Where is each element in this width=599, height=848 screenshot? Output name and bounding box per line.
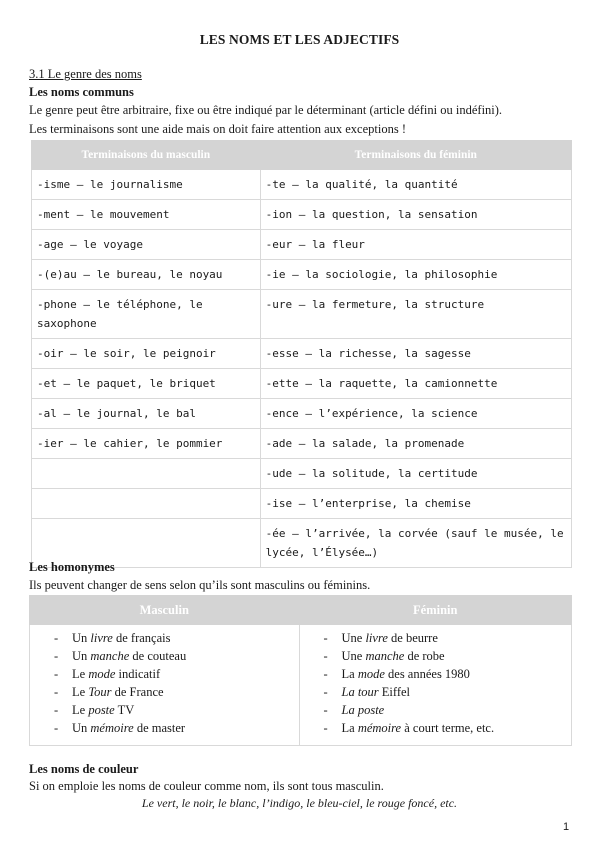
homonym-pre: Le — [72, 667, 89, 681]
homonym-word: mémoire — [90, 721, 134, 735]
masculin-list — [30, 629, 299, 737]
dash-bullet: - — [323, 649, 328, 663]
dash-bullet: - — [323, 667, 328, 681]
endings-row — [32, 200, 572, 230]
homonym-item — [300, 701, 572, 719]
common-nouns-line-1: Le genre peut être arbitraire, fixe ou être indiqué par le déterminant (article défini ou indéfini). — [29, 103, 503, 117]
homonyms-heading: Les homonymes — [29, 560, 115, 574]
endings-row — [32, 290, 572, 339]
ending-masculin-cell: -et – le paquet, le briquet — [32, 369, 261, 399]
homonym-word: mode — [357, 667, 385, 681]
homonym-word: La poste — [341, 703, 385, 717]
dash-bullet: - — [323, 721, 328, 735]
ending-feminin-cell: -ette – la raquette, la camionnette — [260, 369, 571, 399]
homonym-item — [300, 683, 572, 701]
homonym-word: mode — [88, 667, 116, 681]
homonym-word: poste — [88, 703, 115, 717]
common-nouns-line-2: Les terminaisons sont une aide mais on doit faire attention aux exceptions ! — [29, 122, 406, 136]
dash-bullet: - — [54, 703, 59, 717]
colors-text: Si on emploie les noms de couleur comme nom, ils sont tous masculin. — [29, 779, 384, 793]
homonym-post: de beurre — [387, 631, 438, 645]
endings-row — [32, 399, 572, 429]
page-title: LES NOMS ET LES ADJECTIFS — [199, 32, 400, 47]
homonym-item — [300, 647, 572, 665]
homonym-item — [30, 647, 299, 665]
ending-feminin-cell: -ure – la fermeture, la structure — [260, 290, 571, 339]
ending-feminin-cell: -esse – la richesse, la sagesse — [260, 339, 571, 369]
homonym-item — [30, 629, 299, 647]
homonym-post: des années 1980 — [384, 667, 470, 681]
endings-row — [32, 429, 572, 459]
ending-feminin-cell: -ude – la solitude, la certitude — [260, 459, 571, 489]
homonyms-header-masculin: Masculin — [30, 596, 300, 625]
endings-body — [32, 170, 572, 568]
homonym-pre: Un — [72, 649, 91, 663]
endings-row — [32, 170, 572, 200]
ending-masculin-cell — [32, 459, 261, 489]
homonyms-table — [29, 595, 572, 746]
homonym-word: manche — [365, 649, 405, 663]
ending-masculin-cell: -ment – le mouvement — [32, 200, 261, 230]
dash-bullet: - — [54, 649, 59, 663]
homonym-pre: La — [341, 721, 358, 735]
dash-bullet: - — [54, 721, 59, 735]
homonyms-intro: Ils peuvent changer de sens selon qu’ils sont masculins ou féminins. — [29, 578, 371, 592]
homonyms-masculin-cell — [30, 625, 300, 746]
homonym-item — [30, 683, 299, 701]
endings-row — [32, 339, 572, 369]
homonym-post: de couteau — [129, 649, 187, 663]
homonym-pre: Un — [72, 721, 91, 735]
homonym-item — [30, 701, 299, 719]
homonym-pre: Une — [341, 631, 366, 645]
endings-row — [32, 260, 572, 290]
homonym-pre: Un — [72, 631, 91, 645]
endings-row — [32, 459, 572, 489]
ending-feminin-cell: -ée – l’arrivée, la corvée (sauf le musée, le lycée, l’Élysée…) — [260, 519, 571, 568]
ending-masculin-cell: -al – le journal, le bal — [32, 399, 261, 429]
homonyms-feminin-cell — [299, 625, 572, 746]
homonym-item — [300, 665, 572, 683]
homonym-item — [300, 719, 572, 737]
dash-bullet: - — [323, 703, 328, 717]
homonym-word: La tour — [341, 685, 379, 699]
homonym-pre: Le — [72, 703, 89, 717]
endings-header-feminin: Terminaisons du féminin — [260, 141, 571, 170]
endings-row — [32, 369, 572, 399]
colors-heading: Les noms de couleur — [29, 762, 139, 776]
homonym-item — [300, 629, 572, 647]
ending-feminin-cell: -ion – la question, la sensation — [260, 200, 571, 230]
homonym-pre: Une — [341, 649, 366, 663]
homonym-word: manche — [90, 649, 130, 663]
ending-feminin-cell: -ence – l’expérience, la science — [260, 399, 571, 429]
homonym-item — [30, 665, 299, 683]
homonym-item — [30, 719, 299, 737]
common-nouns-heading: Les noms communs — [29, 85, 134, 99]
ending-masculin-cell: -oir – le soir, le peignoir — [32, 339, 261, 369]
homonym-post: indicatif — [115, 667, 161, 681]
ending-masculin-cell: -age – le voyage — [32, 230, 261, 260]
dash-bullet: - — [323, 685, 328, 699]
homonyms-header-feminin: Féminin — [299, 596, 572, 625]
homonym-word: Tour — [88, 685, 112, 699]
homonym-post: de France — [111, 685, 164, 699]
ending-feminin-cell: -ie – la sociologie, la philosophie — [260, 260, 571, 290]
homonym-post: de français — [112, 631, 171, 645]
ending-masculin-cell: -ier – le cahier, le pommier — [32, 429, 261, 459]
ending-feminin-cell: -eur – la fleur — [260, 230, 571, 260]
ending-feminin-cell: -te – la qualité, la quantité — [260, 170, 571, 200]
colors-example: Le vert, le noir, le blanc, l’indigo, le bleu-ciel, le rouge foncé, etc. — [141, 796, 458, 810]
endings-row — [32, 489, 572, 519]
endings-header-masculin: Terminaisons du masculin — [32, 141, 261, 170]
dash-bullet: - — [54, 685, 59, 699]
section-heading: 3.1 Le genre des noms — [29, 67, 142, 81]
homonym-word: mémoire — [357, 721, 402, 735]
homonym-post: de robe — [404, 649, 445, 663]
homonym-post: à court terme, etc. — [401, 721, 495, 735]
dash-bullet: - — [323, 631, 328, 645]
endings-row — [32, 230, 572, 260]
ending-masculin-cell: -phone – le téléphone, le saxophone — [32, 290, 261, 339]
homonym-word: livre — [365, 631, 388, 645]
homonym-pre: Le — [72, 685, 89, 699]
ending-masculin-cell: -(e)au – le bureau, le noyau — [32, 260, 261, 290]
ending-feminin-cell: -ise – l’enterprise, la chemise — [260, 489, 571, 519]
homonym-pre: La — [341, 667, 358, 681]
homonym-word: livre — [90, 631, 113, 645]
ending-masculin-cell: -isme – le journalisme — [32, 170, 261, 200]
page-number: 1 — [563, 821, 570, 833]
homonym-post: de master — [133, 721, 186, 735]
ending-masculin-cell — [32, 489, 261, 519]
ending-feminin-cell: -ade – la salade, la promenade — [260, 429, 571, 459]
homonym-post: Eiffel — [378, 685, 411, 699]
feminin-list — [300, 629, 572, 737]
endings-table — [31, 140, 572, 568]
dash-bullet: - — [54, 631, 59, 645]
dash-bullet: - — [54, 667, 59, 681]
homonym-post: TV — [114, 703, 135, 717]
